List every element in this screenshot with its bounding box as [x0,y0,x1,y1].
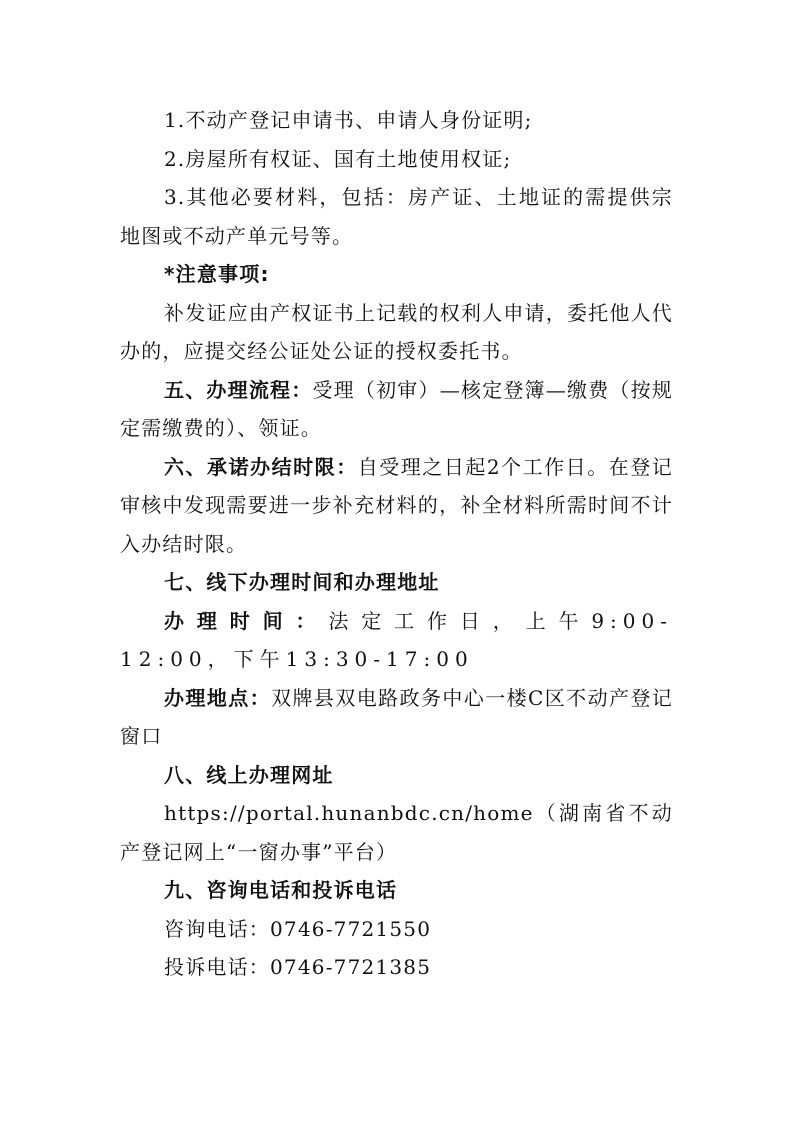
offline-hours [120,602,673,679]
notice-heading: *注意事项: [164,262,270,286]
document-body [120,101,673,987]
material-item-3: 3.其他必要材料，包括：房产证、土地证的需提供宗地图或不动产单元号等。 [120,185,673,248]
process-heading: 五、办理流程： [164,377,313,402]
hours-text: 法定工作日，上午9:00-12:00，下午13:30-17:00 [120,608,674,671]
process-paragraph [120,371,673,448]
online-url: https://portal.hunanbdc.cn/home（湖南省不动产登记网上“一窗办事”平台） [120,801,673,864]
address-text: 双牌县双电路政务中心一楼C区不动产登记窗口 [120,685,674,748]
complaint-phone: 投诉电话：0746-7721385 [164,955,432,979]
consult-phone: 咨询电话：0746-7721550 [164,916,432,941]
process-text: 受理（初审）—核定登簿—缴费（按规定需缴费的）、领证。 [120,377,673,440]
time-limit-text: 自受理之日起2个工作日。在登记审核中发现需要进一步补充材料的，补全材料所需时间不计入办结时限。 [120,454,673,556]
hours-label: 办理时间： [164,608,329,633]
material-item-2: 2.房屋所有权证、国有土地使用权证; [164,146,512,171]
offline-address [120,679,673,756]
online-heading: 八、线上办理网址 [164,762,334,787]
notice-text: 补发证应由产权证书上记载的权利人申请，委托他人代办的，应提交经公证处公证的授权委托书。 [120,300,673,363]
address-label: 办理地点： [164,685,272,710]
offline-heading: 七、线下办理时间和办理地址 [164,570,440,594]
contact-heading: 九、咨询电话和投诉电话 [164,878,398,902]
material-item-1: 1.不动产登记申请书、申请人身份证明; [164,108,533,132]
time-limit-paragraph [120,448,673,564]
time-limit-heading: 六、承诺办结时限： [164,454,358,479]
